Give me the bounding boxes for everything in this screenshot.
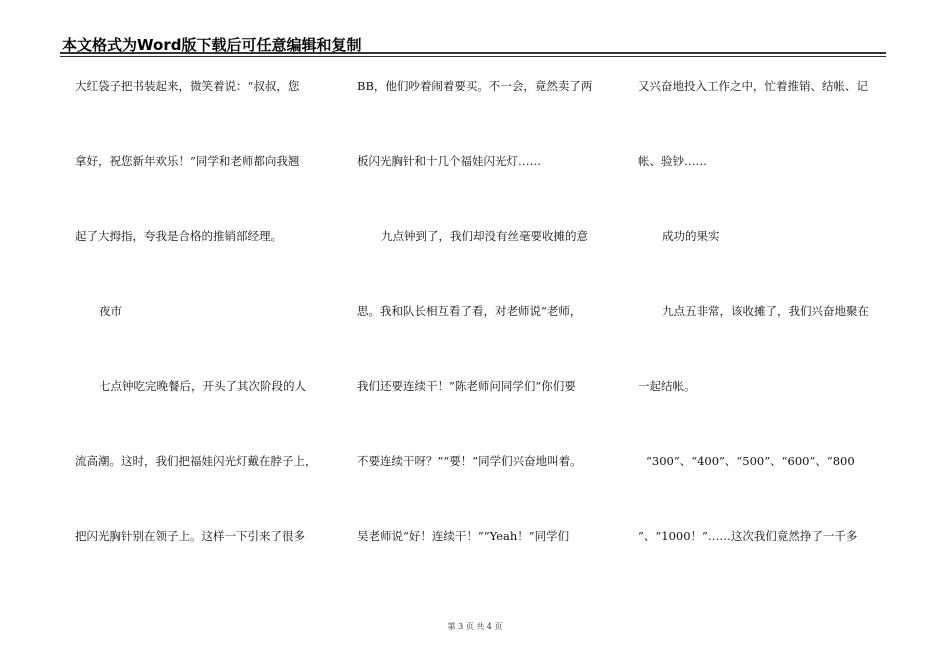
text-line: 大红袋子把书装起来，微笑着说：“叔叔，您 [75,79,300,93]
document-header-title: 本文格式为Word版下载后可任意编辑和复制 [62,36,362,54]
text-line: 不要连续干呀？”“要！”同学们兴奋地叫着。 [357,454,582,468]
text-line: 拿好，祝您新年欢乐！”同学和老师都向我翘 [75,154,300,168]
text-line: 吴老师说“好！连续干！”“Yeah！”同学们 [357,529,570,543]
text-line: 把闪光胸针别在领子上。这样一下引来了很多 [75,529,305,543]
header-rule-thick [60,52,886,54]
text-line: 帐、验钞…… [638,154,707,168]
text-line: 板闪光胸针和十几个福娃闪光灯…… [357,154,541,168]
section-heading: 夜市 [99,304,122,318]
text-line: BB，他们吵着闹着要买。不一会，竟然卖了两 [357,79,593,93]
text-line: 九点钟到了，我们却没有丝毫要收摊的意 [381,229,588,243]
section-heading: 成功的果实 [662,229,720,243]
text-line: ”、“1000！”……这次我们竟然挣了一千多 [638,529,858,543]
page-number-footer: 第 3 页 共 4 页 [447,622,503,631]
text-line: 七点钟吃完晚餐后，开头了其次阶段的人 [99,379,306,393]
text-line: 流高潮。这时，我们把福娃闪光灯戴在脖子上， [75,454,317,468]
text-line: 起了大拇指，夸我是合格的推销部经理。 [75,229,282,243]
text-line: 我们还要连续干！”陈老师问同学们“你们要 [357,379,576,393]
text-line: 一起结帐。 [638,379,696,393]
text-line: 思。我和队长相互看了看，对老师说“老师， [357,304,582,318]
text-line: “300”、“400”、“500”、“600”、“800 [646,454,855,468]
text-line: 又兴奋地投入工作之中，忙着推销、结帐、记 [638,79,868,93]
text-line: 九点五非常，该收摊了，我们兴奋地聚在 [662,304,869,318]
header-rule-thin [60,56,886,57]
